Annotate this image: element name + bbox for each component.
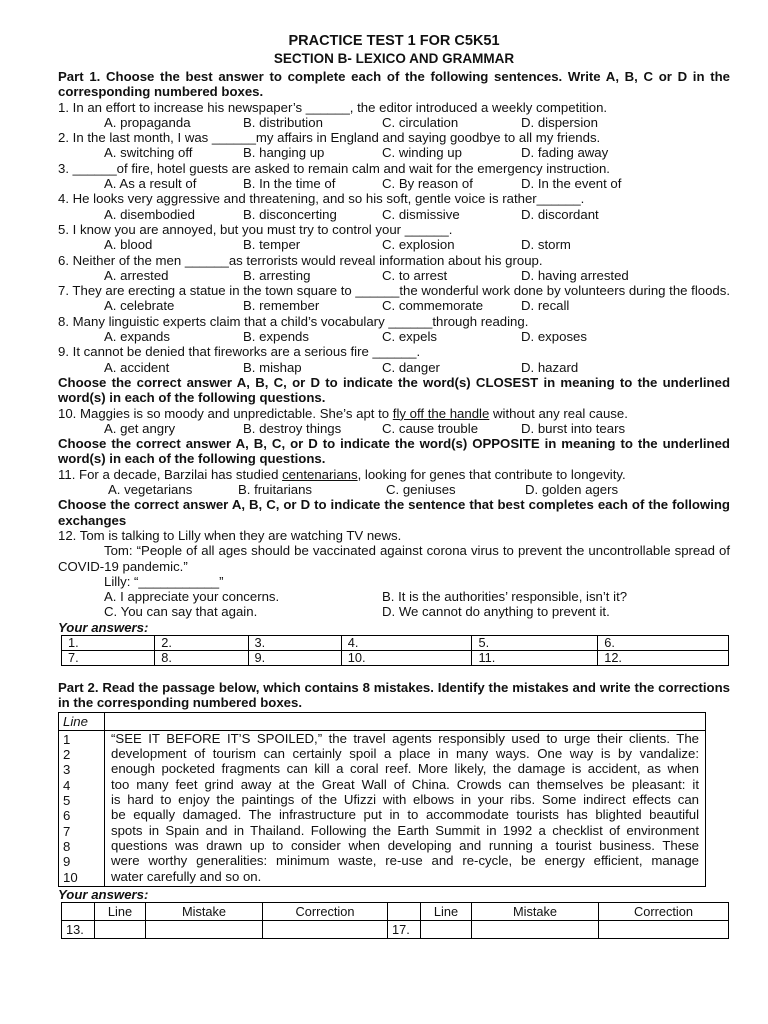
answer-box[interactable]: 5. [472, 635, 598, 650]
option: D. recall [521, 298, 570, 314]
answer-box[interactable]: 10. [341, 650, 472, 665]
passage-line: too many feet grind away at the Great Wall of China. Crowds can themselves be pleasant: it [111, 776, 699, 792]
option: C. danger [382, 359, 440, 375]
answer-box[interactable]: 4. [341, 635, 472, 650]
question-5: 5. I know you are annoyed, but you must try to control your ______. [58, 221, 453, 237]
line-number: 10 [63, 869, 78, 885]
answer-box[interactable]: 6. [598, 635, 729, 650]
closest-instruction: Choose the correct answer A, B, C, or D to indicate the word(s) CLOSEST in meaning to the underlined word(s) in each of the following questions. [58, 374, 730, 406]
line-number: 5 [63, 793, 71, 809]
question-2: 2. In the last month, I was ______my affairs in England and saying goodbye to all my friends. [58, 130, 601, 146]
answer-cell[interactable] [146, 921, 263, 939]
answer-box[interactable]: 11. [472, 650, 598, 665]
line-number: 7 [63, 823, 71, 839]
question-10-options [58, 421, 730, 436]
underlined-phrase: fly off the handle [392, 405, 490, 421]
option: D. discordant [521, 206, 599, 222]
option: D. burst into tears [521, 420, 626, 436]
passage-line: were worthy generalities: minimum waste, re-use and re-cycle, be energy efficient, manage [111, 853, 699, 869]
answer-cell[interactable] [263, 921, 388, 939]
option: C. cause trouble [382, 420, 479, 436]
option: B. disconcerting [243, 206, 337, 222]
tom-line: Tom: “People of all ages should be vaccinated against corona virus to prevent the uncontrollable spread of COVID-19 pandemic.” [58, 543, 730, 574]
question-12-options [58, 589, 730, 620]
question-text: 11. For a decade, Barzilai has studied [58, 466, 283, 482]
answer-box[interactable]: 8. [155, 650, 248, 665]
passage-line: be equally damaged. The infrastructure put in to accommodate tourists has blighted beautiful [111, 807, 699, 823]
question-4: 4. He looks very aggressive and threatening, and so his soft, gentle voice is rather______. [58, 191, 585, 207]
worksheet-page [58, 30, 730, 939]
option: D. storm [521, 237, 571, 253]
option: C. to arrest [382, 267, 448, 283]
line-number: 6 [63, 808, 71, 824]
answer-box[interactable]: 1. [62, 635, 155, 650]
option: B. hanging up [243, 145, 325, 161]
answer-number: 17. [388, 921, 421, 939]
question-11-options [58, 482, 730, 497]
answer-cell[interactable] [472, 921, 599, 939]
question-8-options [58, 329, 730, 344]
question-7: 7. They are erecting a statue in the town square to ______the wonderful work done by volunteers during the floods. [58, 283, 731, 299]
opposite-instruction: Choose the correct answer A, B, C, or D to indicate the word(s) OPPOSITE in meaning to the underlined word(s) in each of the following questions. [58, 436, 730, 467]
option: C. You can say that again. [104, 604, 258, 620]
question-3: 3. ______of fire, hotel guests are asked to remain calm and wait for the emergency instruction. [58, 160, 610, 176]
passage-line: water carefully and so on. [111, 868, 262, 884]
exchange-instruction: Choose the correct answer A, B, C, or D to indicate the sentence that best completes each of the following exchanges [58, 497, 730, 528]
option: D. In the event of [521, 176, 622, 192]
line-number: 2 [63, 747, 71, 763]
question-6-options [58, 268, 730, 283]
option: C. circulation [382, 114, 459, 130]
option: A. disembodied [104, 206, 195, 222]
option: C. expels [382, 329, 437, 345]
option: B. mishap [243, 359, 302, 375]
answer-cell[interactable] [95, 921, 146, 939]
option: A. blood [104, 237, 153, 253]
answer-box[interactable]: 2. [155, 635, 248, 650]
question-text: , looking for genes that contribute to longevity. [357, 466, 626, 482]
answer-cell[interactable] [599, 921, 729, 939]
part1-answer-table [61, 635, 729, 666]
option: C. dismissive [382, 206, 460, 222]
option: C. explosion [382, 237, 455, 253]
question-3-options [58, 176, 730, 191]
line-header: Line [59, 712, 105, 730]
col-mistake: Mistake [472, 903, 599, 921]
question-10 [58, 406, 730, 421]
answer-number: 13. [62, 921, 95, 939]
answer-cell[interactable] [421, 921, 472, 939]
option: C. winding up [382, 145, 462, 161]
answer-row [62, 650, 729, 665]
answers-label-part2: Your answers: [58, 886, 149, 902]
option: A. I appreciate your concerns. [104, 589, 280, 605]
option: B. destroy things [243, 420, 342, 436]
answer-row [62, 635, 729, 650]
option: A. accident [104, 359, 170, 375]
option: A. vegetarians [108, 482, 193, 498]
option: B. It is the authorities’ responsible, isn’t it? [382, 589, 628, 605]
option: D. hazard [521, 359, 579, 375]
option: A. get angry [104, 420, 176, 436]
line-number: 9 [63, 854, 71, 870]
option: C. geniuses [386, 482, 456, 498]
passage-line: is hard to enjoy the paintings of the Ufizzi with elbows in your ribs. Some indirect effects can [111, 792, 699, 808]
answer-box[interactable]: 12. [598, 650, 729, 665]
question-1-options [58, 115, 730, 130]
option: B. In the time of [243, 176, 336, 192]
question-9-options [58, 360, 730, 375]
option: D. exposes [521, 329, 587, 345]
option: C. commemorate [382, 298, 484, 314]
answers-label: Your answers: [58, 619, 149, 635]
line-number: 1 [63, 731, 71, 747]
part1-instruction: Part 1. Choose the best answer to complete each of the following sentences. Write A, B, C or D in the corresponding numbered boxes. [58, 69, 730, 100]
question-text: without any real cause. [489, 405, 628, 421]
line-number: 8 [63, 838, 71, 854]
question-7-options [58, 298, 730, 313]
col-correction: Correction [263, 903, 388, 921]
question-12: 12. Tom is talking to Lilly when they are watching TV news. [58, 527, 402, 543]
answer-box[interactable]: 9. [248, 650, 341, 665]
line-number: 3 [63, 762, 71, 778]
underlined-word: centenarians [282, 466, 358, 482]
option: A. propaganda [104, 114, 191, 130]
part2-instruction: Part 2. Read the passage below, which contains 8 mistakes. Identify the mistakes and write the corrections in the corresponding numbered boxes. [58, 679, 730, 711]
option: D. We cannot do anything to prevent it. [382, 604, 610, 620]
option: D. dispersion [521, 114, 598, 130]
line-number: 4 [63, 777, 71, 793]
question-4-options [58, 207, 730, 222]
question-6: 6. Neither of the men ______as terrorists would reveal information about his group. [58, 252, 543, 268]
passage-line: spots in Spain and in Thailand. Following the Earth Summit in 1992 a checklist of environment [111, 822, 699, 838]
question-list [58, 100, 730, 375]
page-title: PRACTICE TEST 1 FOR C5K51 [288, 33, 500, 49]
option: B. remember [243, 298, 320, 314]
option: D. fading away [521, 145, 609, 161]
part2-answer-table [61, 902, 729, 939]
col-correction: Correction [599, 903, 729, 921]
option: B. temper [243, 237, 301, 253]
option: A. As a result of [104, 176, 197, 192]
col-mistake: Mistake [146, 903, 263, 921]
col-line: Line [421, 903, 472, 921]
option: A. expands [104, 329, 170, 345]
question-1: 1. In an effort to increase his newspaper’s ______, the editor introduced a weekly competition. [58, 99, 608, 115]
option: B. expends [243, 329, 309, 345]
option: D. having arrested [521, 267, 629, 283]
question-5-options [58, 237, 730, 252]
option: B. fruitarians [238, 482, 313, 498]
question-2-options [58, 145, 730, 160]
passage-table [58, 712, 706, 887]
col-line: Line [95, 903, 146, 921]
section-subtitle: SECTION B- LEXICO AND GRAMMAR [273, 51, 515, 66]
option: A. celebrate [104, 298, 175, 314]
option: B. arresting [243, 267, 311, 283]
passage-line: enough pocketed fragments can kill a coral reef. More likely, the damage is accident, as when [111, 761, 699, 777]
passage-line: development of tourism can certainly spoil a place in many ways. One way is by vandalize: [111, 746, 699, 762]
line-numbers [59, 730, 105, 886]
passage-line: questions was drawn up to consider when developing and running a tourist business. These [111, 837, 699, 853]
passage-line: “SEE IT BEFORE IT’S SPOILED,” the travel agents responsibly used to urge their clients. The [111, 730, 699, 746]
option: A. switching off [104, 145, 193, 161]
passage-text [105, 730, 706, 886]
question-8: 8. Many linguistic experts claim that a child’s vocabulary ______through reading. [58, 313, 529, 329]
option: D. golden agers [525, 482, 619, 498]
question-9: 9. It cannot be denied that fireworks are a serious fire ______. [58, 344, 421, 360]
question-11 [58, 467, 730, 482]
question-12-lilly: Lilly: “___________” [104, 573, 224, 589]
option: B. distribution [243, 114, 323, 130]
question-12-tom [58, 543, 730, 574]
answer-box[interactable]: 3. [248, 635, 341, 650]
question-text: 10. Maggies is so moody and unpredictable. She’s apt to [58, 405, 393, 421]
answer-box[interactable]: 7. [62, 650, 155, 665]
option: A. arrested [104, 267, 169, 283]
option: C. By reason of [382, 176, 473, 192]
